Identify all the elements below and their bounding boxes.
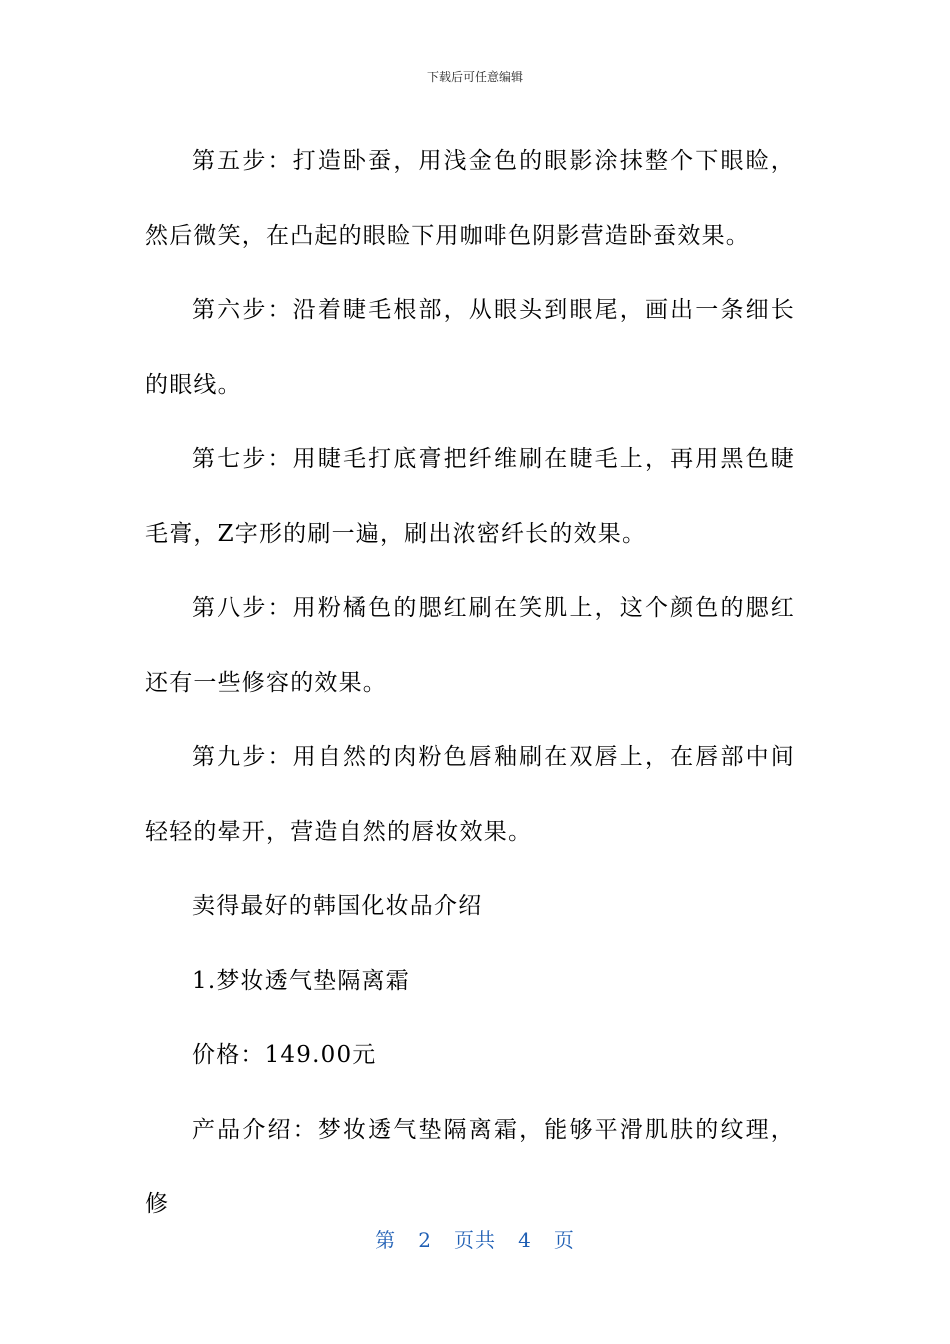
header-note: 下载后可任意编辑	[426, 70, 523, 84]
paragraph-step-5: 第五步：打造卧蚕，用浅金色的眼影涂抹整个下眼睑，然后微笑，在凸起的眼睑下用咖啡色阴影营造卧蚕效果。	[145, 148, 795, 249]
document-body	[145, 124, 795, 1242]
footer-current-page: 2	[418, 1228, 432, 1252]
section-heading: 卖得最好的韩国化妆品介绍	[192, 893, 483, 919]
paragraph-step-6: 第六步：沿着睫毛根部，从眼头到眼尾，画出一条细长的眼线。	[145, 297, 795, 398]
paragraph-step-8: 第八步：用粉橘色的腮红刷在笑肌上，这个颜色的腮红还有一些修容的效果。	[145, 595, 795, 696]
product-price: 价格：149.00元	[192, 1042, 377, 1068]
footer-middle: 页共	[454, 1228, 496, 1252]
footer-prefix: 第	[375, 1228, 397, 1252]
product-intro: 产品介绍：梦妆透气垫隔离霜，能够平滑肌肤的纹理，修	[145, 1116, 795, 1217]
paragraph-step-9: 第九步：用自然的肉粉色唇釉刷在双唇上，在唇部中间轻轻的晕开，营造自然的唇妆效果。	[145, 744, 795, 845]
product-name: 1.梦妆透气垫隔离霜	[192, 967, 410, 994]
footer-suffix: 页	[553, 1228, 575, 1252]
footer-total-pages: 4	[518, 1228, 532, 1252]
page-number-footer	[0, 1224, 950, 1253]
paragraph-step-7: 第七步：用睫毛打底膏把纤维刷在睫毛上，再用黑色睫毛膏，Z字形的刷一遍，刷出浓密纤长的效果。	[145, 446, 795, 547]
